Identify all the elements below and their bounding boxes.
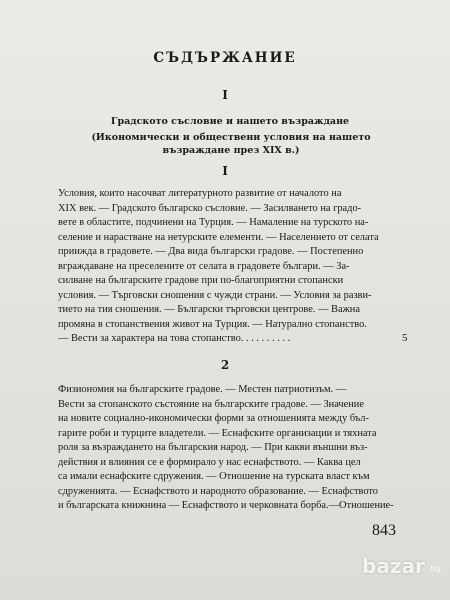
watermark-text: bazar [362, 554, 425, 578]
section-1-text [58, 187, 398, 347]
page-title: СЪДЪРЖАНИЕ [153, 50, 297, 66]
section-2-text [58, 383, 398, 514]
text-line: и българската книжнина — Еснафството и черковната борба.—Отношение- [58, 500, 394, 511]
text-line: вграждаване на преселените от селата в градовете българи. — За- [58, 260, 350, 272]
section-1-numeral: I [222, 164, 228, 178]
text-line: селение и нарастване на нетурските елементи. — Населението от селата [58, 231, 379, 243]
text-line: — Вести за характера на това стопанство. . . . . . . . . . [58, 333, 291, 344]
text-line: са имали еснафските сдружения. — Отношение на турската власт към [58, 471, 370, 482]
text-line: сдруженията. — Еснафството и народното образование. — Еснафството [58, 485, 378, 497]
part-heading: Градското съсловие и нашето възраждане [110, 116, 350, 127]
page-number: 843 [372, 522, 396, 539]
text-line: роля за възраждането на българския народ. — При какви външни въз- [58, 442, 368, 453]
section-1-page-number: 5 [402, 332, 408, 344]
text-line: Условия, които насочват литературното развитие от началото на [58, 188, 342, 199]
text-line: XIX век. — Градското българско съсловие. — Засилването на градо- [58, 202, 362, 214]
text-line: на новите социално-икономически форми за отношенията между бъл- [58, 413, 369, 424]
part-subheading: (Икономически и обществени условия на нашето възраждане през XIX в.) [91, 132, 371, 156]
text-line: действия и влияния се е формирало у нас еснафството. — Каква цел [58, 456, 361, 468]
text-line: силване на българските градове при по-благоприятни стопански [58, 275, 344, 286]
text-line: Физиономия на българските градове. — Местен патриотизъм. — [58, 384, 347, 395]
part-numeral: I [222, 88, 228, 102]
text-line: тието на тия сношения. — Български търговски центрове. — Важна [58, 304, 360, 315]
bazar-logo-icon [352, 548, 448, 596]
text-line: промяна в стопанствения живот на Турция. — Натурално стопанство. [58, 318, 367, 330]
text-line: Вести за стопанското състояние на българските градове. — Значение [58, 398, 364, 410]
text-line: вете в областите, подчинени на Турция. — Намаление на турското на- [58, 217, 369, 228]
watermark-suffix: .bg [428, 564, 441, 573]
text-line: гарите роби и турците владетели. — Еснафските организации и тяхната [58, 427, 377, 439]
text-line: прииждa в градовете. — Два вида български градове. — Постепенно [58, 246, 364, 257]
text-line: условия. — Търговски сношения с чужди страни. — Условия за разви- [58, 289, 372, 301]
section-2-numeral: 2 [220, 358, 230, 372]
